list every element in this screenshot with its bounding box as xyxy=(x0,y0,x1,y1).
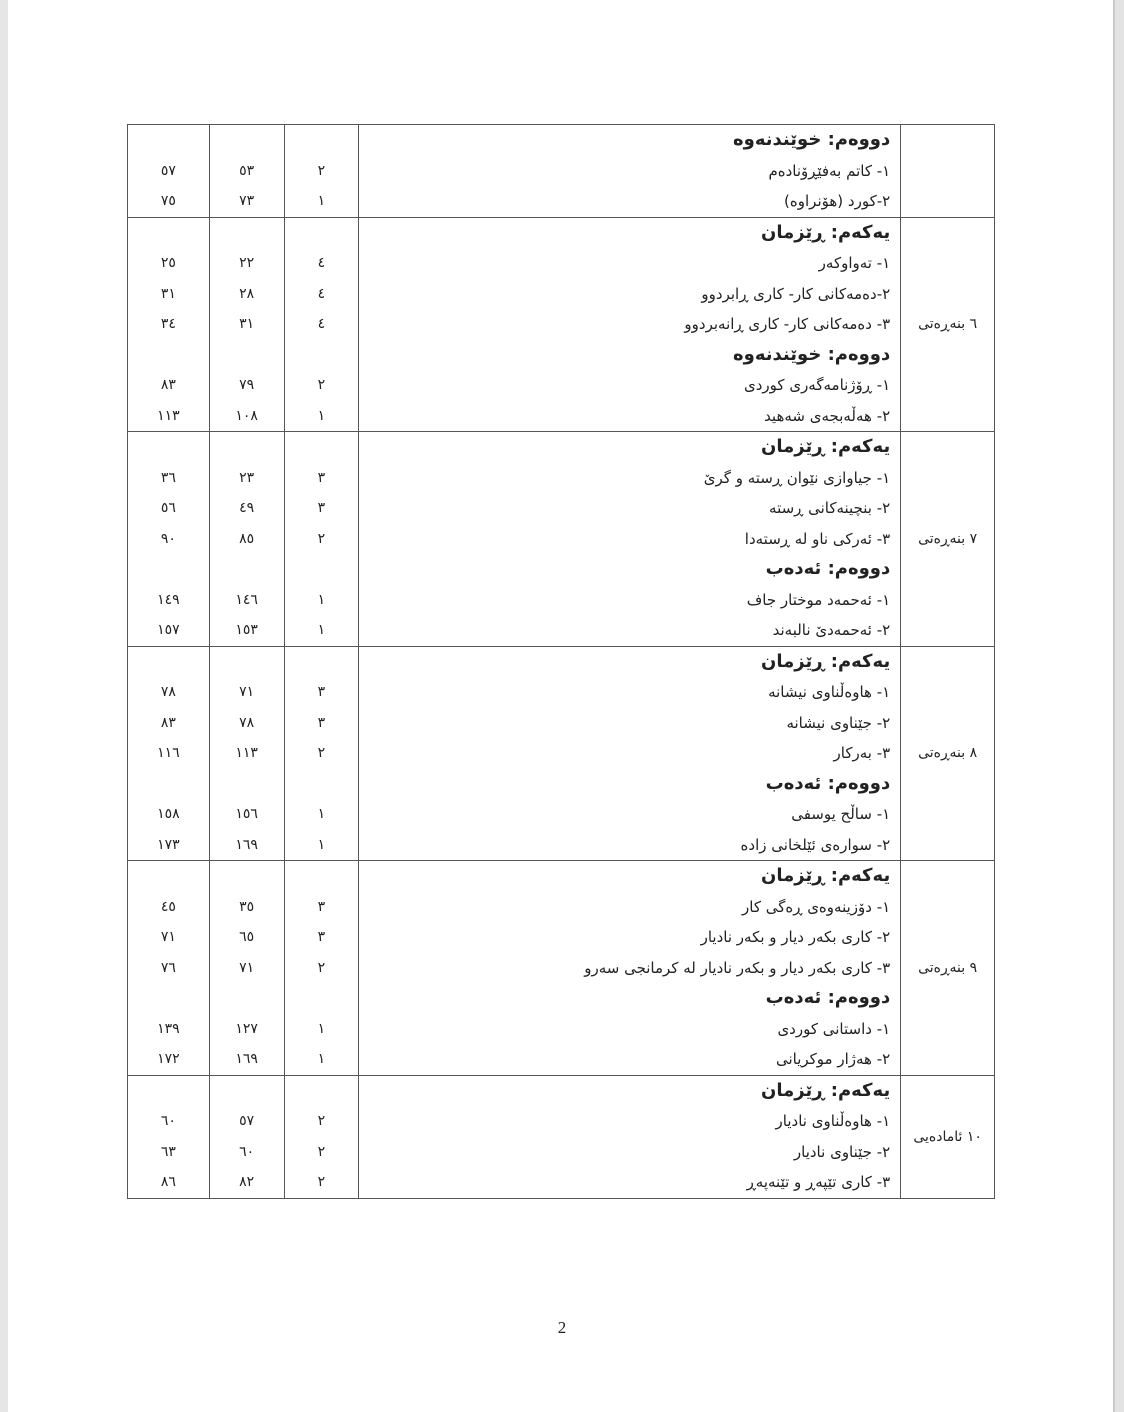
hours-value xyxy=(285,647,359,678)
hours-value: ١ xyxy=(317,1051,326,1067)
hours-value: ٤ xyxy=(317,285,326,302)
start-page-value: ١٠٨ xyxy=(235,407,258,424)
lesson-item: ٢- سوارەی ئێلخانی زادە xyxy=(740,835,891,854)
start-page-value xyxy=(210,769,284,800)
lesson-topics-cell xyxy=(359,1075,901,1198)
grade-cell: ١٠ ئامادەیی xyxy=(901,1075,995,1198)
hours-value xyxy=(285,340,359,371)
hours-cell xyxy=(284,1075,359,1198)
start-page-cell xyxy=(209,646,284,861)
lesson-topics-cell xyxy=(359,432,901,647)
end-page-cell xyxy=(128,217,210,432)
hours-value: ١ xyxy=(317,622,326,638)
hours-value: ٢ xyxy=(317,1113,326,1129)
end-page-value: ٤٥ xyxy=(160,898,176,915)
right-page-edge xyxy=(1115,0,1124,1412)
start-page-value: ٤٩ xyxy=(239,500,255,516)
start-page-value: ١١٣ xyxy=(235,745,258,761)
end-page-value xyxy=(128,861,209,892)
start-page-value xyxy=(210,340,284,371)
lesson-item: ١- ساڵح یوسفی xyxy=(791,805,891,823)
start-page-value: ١٥٦ xyxy=(235,806,258,822)
hours-value: ٤ xyxy=(317,255,326,271)
start-page-cell xyxy=(209,1075,284,1198)
end-page-value: ٨٦ xyxy=(160,1174,176,1190)
end-page-value: ١٧٣ xyxy=(157,836,180,853)
lesson-item: ٢- بنچینەکانی ڕستە xyxy=(769,499,891,517)
end-page-value xyxy=(128,769,209,800)
end-page-value: ١٤٩ xyxy=(157,591,180,608)
start-page-value: ١٥٣ xyxy=(235,622,258,638)
grade-cell: ٧ بنەڕەتی xyxy=(901,432,995,647)
end-page-value xyxy=(128,125,209,156)
hours-value: ٢ xyxy=(317,162,326,179)
end-page-value: ٨٣ xyxy=(160,377,176,393)
hours-cell xyxy=(284,432,359,647)
start-page-value: ٨٥ xyxy=(239,530,255,547)
end-page-value: ١٣٩ xyxy=(157,1020,180,1037)
start-page-cell xyxy=(209,217,284,432)
end-page-value: ٥٦ xyxy=(160,500,176,516)
end-page-cell xyxy=(128,646,210,861)
section-heading: دووەم: ئەدەب xyxy=(765,772,891,794)
start-page-value xyxy=(210,125,284,156)
hours-cell xyxy=(284,646,359,861)
hours-cell xyxy=(284,861,359,1076)
lesson-item: ٣- دەمەکانی کار- کاری ڕانەبردوو xyxy=(684,315,891,333)
start-page-cell xyxy=(209,861,284,1076)
end-page-value: ١٥٧ xyxy=(157,622,180,638)
start-page-value: ١٦٩ xyxy=(235,836,258,853)
hours-value xyxy=(285,432,359,463)
hours-value: ٣ xyxy=(317,898,326,915)
hours-value: ١ xyxy=(317,806,326,822)
start-page-value: ٥٣ xyxy=(239,162,255,179)
grade-row xyxy=(128,217,995,432)
hours-value: ١ xyxy=(317,193,326,209)
lesson-item: ١- جیاوازی نێوان ڕستە و گرێ xyxy=(703,468,891,487)
end-page-value: ٥٧ xyxy=(160,162,176,179)
start-page-value: ٧٣ xyxy=(239,193,255,209)
lesson-item: ١- هاوەڵناوی نادیار xyxy=(775,1112,891,1130)
end-page-value xyxy=(128,554,209,585)
page-number: 2 xyxy=(557,1318,567,1337)
end-page-value: ١١٣ xyxy=(157,407,180,424)
hours-cell xyxy=(284,125,359,218)
end-page-value: ١١٦ xyxy=(157,745,180,761)
start-page-value xyxy=(210,218,284,249)
start-page-value xyxy=(210,983,284,1014)
grade-row xyxy=(128,646,995,861)
end-page-value: ٣٦ xyxy=(160,469,176,486)
start-page-value: ٢٨ xyxy=(239,285,255,302)
end-page-value: ٣١ xyxy=(160,285,176,302)
hours-value: ٣ xyxy=(317,929,326,945)
end-page-value: ٨٣ xyxy=(160,714,176,731)
hours-value: ٢ xyxy=(317,1143,326,1160)
start-page-cell xyxy=(209,125,284,218)
end-page-value: ٧٨ xyxy=(160,684,176,700)
grade-cell: ٨ بنەڕەتی xyxy=(901,646,995,861)
hours-value: ١ xyxy=(317,407,326,424)
lesson-item: ٢- هەڵەبجەی شەهید xyxy=(764,406,891,425)
hours-value: ٣ xyxy=(317,684,326,700)
hours-value: ٢ xyxy=(317,959,326,976)
section-heading: دووەم: ئەدەب xyxy=(765,987,891,1008)
lesson-item: ٣- کاری بکەر دیار و بکەر نادیار لە کرمانجی سەرو xyxy=(584,958,891,977)
hours-value: ١ xyxy=(317,836,326,853)
start-page-value: ٧٩ xyxy=(239,377,255,393)
start-page-value: ٣٥ xyxy=(239,898,255,915)
end-page-value xyxy=(128,340,209,371)
grade-cell: ٦ بنەڕەتی xyxy=(901,217,995,432)
lesson-item: ٣- بەرکار xyxy=(833,744,891,762)
start-page-value: ٧١ xyxy=(239,959,255,976)
end-page-value: ٣٤ xyxy=(160,316,176,332)
start-page-value xyxy=(210,1076,284,1107)
hours-value xyxy=(285,554,359,585)
start-page-value: ١٢٧ xyxy=(235,1020,258,1037)
hours-value xyxy=(285,983,359,1014)
hours-value xyxy=(285,125,359,156)
end-page-value: ٧١ xyxy=(160,929,176,945)
lesson-item: ١- تەواوکەر xyxy=(818,254,891,272)
lesson-item: ٢- کاری بکەر دیار و بکەر نادیار xyxy=(700,928,891,946)
hours-value: ٤ xyxy=(317,316,326,332)
start-page-value: ٣١ xyxy=(239,316,255,332)
section-heading: دووەم: خوێندنەوە xyxy=(733,343,891,365)
curriculum-table xyxy=(127,124,995,1199)
hours-value xyxy=(285,769,359,800)
start-page-value: ١٦٩ xyxy=(235,1051,258,1067)
start-page-value: ٥٧ xyxy=(239,1113,255,1129)
lesson-item: ٣- ئەرکی ناو لە ڕستەدا xyxy=(744,529,891,548)
lesson-item: ٢- جێناوی نادیار xyxy=(793,1142,891,1161)
start-page-value xyxy=(210,432,284,463)
hours-value: ١ xyxy=(317,1020,326,1037)
lesson-item: ١- هاوەڵناوی نیشانە xyxy=(768,683,891,701)
end-page-value: ٢٥ xyxy=(160,255,176,271)
grade-row xyxy=(128,125,995,218)
end-page-value xyxy=(128,1076,209,1107)
hours-value: ٣ xyxy=(317,469,326,486)
grade-row xyxy=(128,861,995,1076)
end-page-value: ٧٥ xyxy=(160,193,176,209)
lesson-item: ١- کاتم بەفێڕۆنادەم xyxy=(768,161,891,180)
end-page-value: ٩٠ xyxy=(160,530,176,547)
section-heading: یەکەم: ڕێزمان xyxy=(761,221,891,243)
end-page-cell xyxy=(128,432,210,647)
hours-value: ١ xyxy=(317,591,326,608)
hours-value xyxy=(285,1076,359,1107)
start-page-value: ٢٣ xyxy=(239,469,255,486)
hours-value: ٢ xyxy=(317,377,326,393)
lesson-item: ١- ئەحمەد موختار جاف xyxy=(746,590,891,609)
end-page-value: ٧٦ xyxy=(160,959,176,976)
start-page-value: ٧٨ xyxy=(239,714,255,731)
lesson-item: ٢- هەژار موکریانی xyxy=(775,1050,891,1068)
hours-value xyxy=(285,218,359,249)
curriculum-table-body xyxy=(128,125,995,1199)
end-page-value xyxy=(128,983,209,1014)
end-page-value: ٦٠ xyxy=(160,1113,176,1129)
end-page-value xyxy=(128,218,209,249)
lesson-topics-cell xyxy=(359,217,901,432)
hours-value xyxy=(285,861,359,892)
hours-value: ٢ xyxy=(317,530,326,547)
end-page-cell xyxy=(128,125,210,218)
hours-value: ٢ xyxy=(317,745,326,761)
lesson-item: ٢- جێناوی نیشانە xyxy=(786,713,891,732)
end-page-value: ٦٣ xyxy=(160,1143,176,1160)
hours-value: ٣ xyxy=(317,714,326,731)
end-page-value xyxy=(128,647,209,678)
start-page-cell xyxy=(209,432,284,647)
start-page-value xyxy=(210,554,284,585)
start-page-value xyxy=(210,647,284,678)
lesson-item: ٢-کورد (هۆنراوە) xyxy=(784,192,891,210)
section-heading: دووەم: خوێندنەوە xyxy=(733,129,891,150)
left-page-edge xyxy=(0,0,8,1412)
end-page-cell xyxy=(128,1075,210,1198)
hours-value: ٣ xyxy=(317,500,326,516)
lesson-item: ٢- ئەحمەدێ نالبەند xyxy=(772,621,891,639)
grade-row xyxy=(128,432,995,647)
section-heading: یەکەم: ڕێزمان xyxy=(761,650,891,672)
section-heading: یەکەم: ڕێزمان xyxy=(761,436,891,457)
end-page-value: ١٥٨ xyxy=(157,806,180,822)
hours-cell xyxy=(284,217,359,432)
lesson-item: ١- داستانی کوردی xyxy=(777,1019,891,1038)
section-heading: یەکەم: ڕێزمان xyxy=(761,865,891,886)
start-page-value: ٦٠ xyxy=(239,1143,255,1160)
lesson-topics-cell xyxy=(359,125,901,218)
start-page-value xyxy=(210,861,284,892)
end-page-value: ١٧٢ xyxy=(157,1051,180,1067)
end-page-value xyxy=(128,432,209,463)
start-page-value: ٧١ xyxy=(239,684,255,700)
section-heading: یەکەم: ڕێزمان xyxy=(761,1079,891,1101)
lesson-topics-cell xyxy=(359,861,901,1076)
lesson-item: ٢-دەمەکانی کار- کاری ڕابردوو xyxy=(701,284,891,303)
end-page-cell xyxy=(128,861,210,1076)
start-page-value: ٢٢ xyxy=(239,255,255,271)
grade-row xyxy=(128,1075,995,1198)
lesson-item: ١- دۆزینەوەی ڕەگی کار xyxy=(742,897,891,916)
start-page-value: ١٤٦ xyxy=(235,591,258,608)
section-heading: دووەم: ئەدەب xyxy=(765,558,891,579)
grade-cell: ٩ بنەڕەتی xyxy=(901,861,995,1076)
grade-cell xyxy=(901,125,995,218)
start-page-value: ٨٢ xyxy=(239,1174,255,1190)
start-page-value: ٦٥ xyxy=(239,929,255,945)
lesson-item: ١- ڕۆژنامەگەری کوردی xyxy=(744,376,891,394)
hours-value: ٢ xyxy=(317,1174,326,1190)
lesson-topics-cell xyxy=(359,646,901,861)
lesson-item: ٣- کاری تێپەڕ و تێنەپەڕ xyxy=(746,1173,891,1191)
